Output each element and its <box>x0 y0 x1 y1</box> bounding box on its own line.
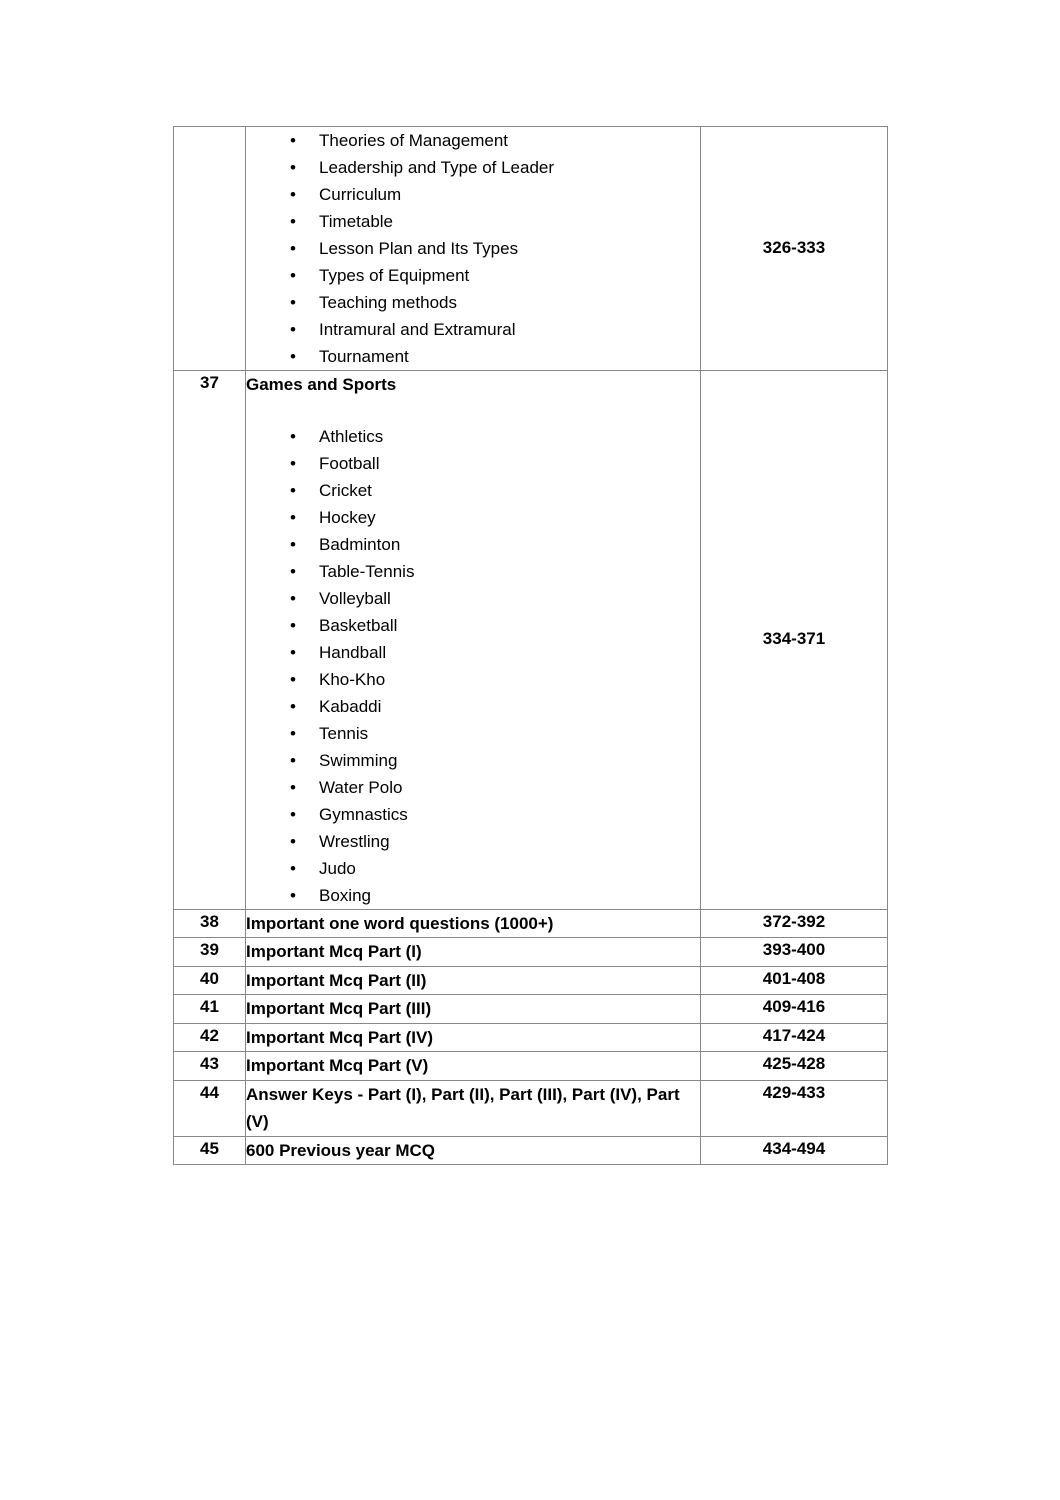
page-range-cell <box>701 995 888 1024</box>
bullet-item: • Judo <box>246 855 700 882</box>
bullet-item: • Kabaddi <box>246 693 700 720</box>
table-row <box>174 995 888 1024</box>
row-number: 41 <box>200 997 219 1017</box>
bullet-item: • Volleyball <box>246 585 700 612</box>
row-number-cell <box>174 966 246 995</box>
page-range: 372-392 <box>762 911 826 931</box>
title-spacer <box>246 399 700 423</box>
bullet-item: • Tournament <box>246 343 700 370</box>
row-content-cell <box>246 1023 701 1052</box>
row-number: 37 <box>200 373 219 392</box>
bullet-item: • Wrestling <box>246 828 700 855</box>
table-row <box>174 371 888 910</box>
row-number: 42 <box>200 1025 219 1045</box>
row-number-cell <box>174 1136 246 1165</box>
bullet-item: • Water Polo <box>246 774 700 801</box>
bullet-item: • Table-Tennis <box>246 558 700 585</box>
table-row <box>174 1052 888 1081</box>
table-of-contents <box>173 126 888 1165</box>
page-range: 334-371 <box>762 629 826 649</box>
row-number-cell <box>174 371 246 910</box>
page-range-cell <box>701 127 888 371</box>
table-row <box>174 1080 888 1136</box>
row-title: Important Mcq Part (III) <box>246 999 432 1019</box>
bullet-item: • Curriculum <box>246 181 700 208</box>
table-row <box>174 127 888 371</box>
bullet-item: • Handball <box>246 639 700 666</box>
bullet-item: • Lesson Plan and Its Types <box>246 235 700 262</box>
page-range: 393-400 <box>762 940 826 960</box>
row-number: 43 <box>200 1054 219 1074</box>
table-row <box>174 909 888 938</box>
page-range-cell <box>701 371 888 910</box>
row-number-cell <box>174 1023 246 1052</box>
row-number: 44 <box>200 1082 219 1102</box>
bullet-list <box>246 423 700 909</box>
page-range: 429-433 <box>762 1082 826 1102</box>
page-range: 417-424 <box>762 1025 826 1045</box>
page-range-cell <box>701 1023 888 1052</box>
row-title: Important one word questions (1000+) <box>246 913 554 933</box>
page-range: 401-408 <box>762 968 826 988</box>
row-number-cell <box>174 909 246 938</box>
row-number-cell <box>174 1052 246 1081</box>
page-range-cell <box>701 909 888 938</box>
bullet-item: • Athletics <box>246 423 700 450</box>
bullet-item: • Badminton <box>246 531 700 558</box>
bullet-item: • Basketball <box>246 612 700 639</box>
page-range-cell <box>701 1052 888 1081</box>
table-row <box>174 1136 888 1165</box>
bullet-item: • Hockey <box>246 504 700 531</box>
row-content-cell <box>246 938 701 967</box>
row-content-cell <box>246 127 701 371</box>
row-number: 40 <box>200 968 219 988</box>
bullet-item: • Kho-Kho <box>246 666 700 693</box>
row-number: 45 <box>200 1138 219 1158</box>
row-content-cell <box>246 909 701 938</box>
page-range-cell <box>701 966 888 995</box>
bullet-item: • Timetable <box>246 208 700 235</box>
row-number: 39 <box>200 940 219 960</box>
bullet-item: • Types of Equipment <box>246 262 700 289</box>
page-range-cell <box>701 1136 888 1165</box>
bullet-list <box>246 127 700 370</box>
row-title: Answer Keys - Part (I), Part (II), Part (III), Part (IV), Part (V) <box>246 1084 680 1132</box>
row-number: 38 <box>200 911 219 931</box>
page-range: 409-416 <box>762 997 826 1017</box>
row-number-cell <box>174 127 246 371</box>
table-row <box>174 1023 888 1052</box>
bullet-item: • Theories of Management <box>246 127 700 154</box>
row-content-cell <box>246 1080 701 1136</box>
row-number-cell <box>174 995 246 1024</box>
row-content-cell <box>246 1052 701 1081</box>
bullet-item: • Teaching methods <box>246 289 700 316</box>
bullet-item: • Intramural and Extramural <box>246 316 700 343</box>
row-content-cell <box>246 1136 701 1165</box>
table-row <box>174 966 888 995</box>
page-range: 326-333 <box>762 238 826 258</box>
row-number-cell <box>174 1080 246 1136</box>
page-range-cell <box>701 1080 888 1136</box>
row-title: Important Mcq Part (V) <box>246 1056 429 1076</box>
bullet-item: • Gymnastics <box>246 801 700 828</box>
table-row <box>174 938 888 967</box>
bullet-item: • Leadership and Type of Leader <box>246 154 700 181</box>
bullet-item: • Boxing <box>246 882 700 909</box>
row-title: Games and Sports <box>246 375 397 394</box>
row-title: Important Mcq Part (II) <box>246 970 427 990</box>
bullet-item: • Cricket <box>246 477 700 504</box>
bullet-item: • Football <box>246 450 700 477</box>
bullet-item: • Swimming <box>246 747 700 774</box>
row-content-cell <box>246 371 701 910</box>
page-range: 425-428 <box>762 1054 826 1074</box>
page-range: 434-494 <box>762 1138 826 1158</box>
row-title: 600 Previous year MCQ <box>246 1140 435 1160</box>
row-content-cell <box>246 995 701 1024</box>
row-number-cell <box>174 938 246 967</box>
toc-table-body <box>174 127 888 1165</box>
row-title: Important Mcq Part (I) <box>246 942 422 962</box>
bullet-item: • Tennis <box>246 720 700 747</box>
row-content-cell <box>246 966 701 995</box>
page-range-cell <box>701 938 888 967</box>
row-title: Important Mcq Part (IV) <box>246 1027 434 1047</box>
